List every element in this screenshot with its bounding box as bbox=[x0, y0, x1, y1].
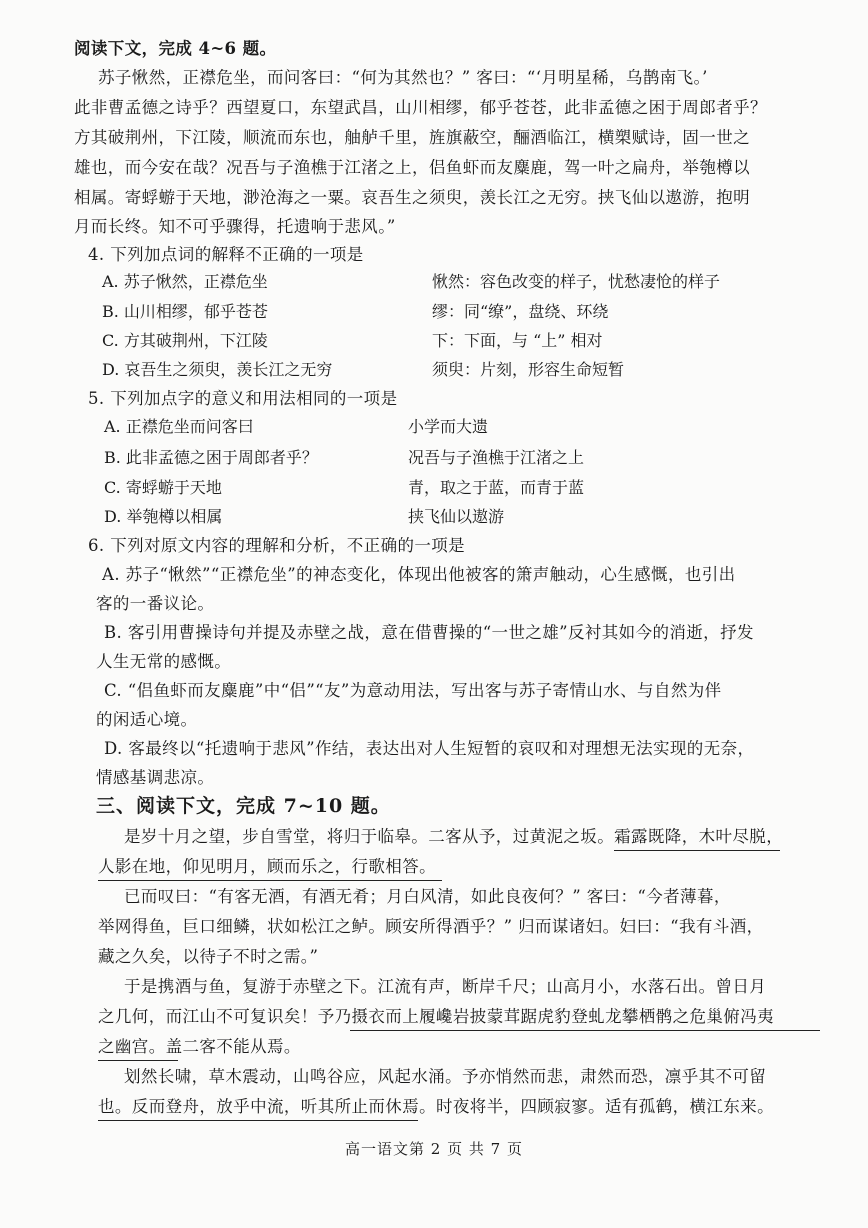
underline-mark bbox=[98, 880, 442, 881]
q5-option-d: D. 举匏樽以相属 bbox=[104, 507, 223, 526]
q4-option-b: B. 山川相缪，郁乎苍苍 bbox=[102, 302, 268, 321]
q4-option-d-gloss: 须臾：片刻，形容生命短暂 bbox=[432, 360, 625, 379]
q4-option-c-gloss: 下：下面，与 “上” 相对 bbox=[432, 331, 603, 350]
q5-option-a: A. 正襟危坐而问客曰 bbox=[104, 417, 254, 436]
page-footer: 高一语文第 2 页 共 7 页 bbox=[345, 1140, 523, 1158]
q6-option-b: B. 客引用曹操诗句并提及赤壁之战，意在借曹操的“一世之雄”反衬其如今的消逝，抒发 bbox=[104, 623, 754, 642]
q6-option-a-cont: 客的一番议论。 bbox=[96, 594, 215, 613]
section-3-line: 举网得鱼，巨口细鳞，状如松江之鲈。顾安所得酒乎？” 归而谋诸妇。妇曰：“我有斗酒， bbox=[98, 917, 764, 936]
passage-line: 此非曹孟德之诗乎？西望夏口，东望武昌，山川相缪，郁乎苍苍，此非孟德之困于周郎者乎？ bbox=[74, 98, 767, 117]
section-3-line: 是岁十月之望，步自雪堂，将归于临皋。二客从予，过黄泥之坂。霜露既降，木叶尽脱， bbox=[124, 827, 784, 846]
passage-line: 苏子愀然，正襟危坐，而问客曰：“何为其然也？” 客曰：“‘月明星稀，乌鹊南飞。’ bbox=[98, 68, 708, 87]
section-3-line: 之幽宫。盖二客不能从焉。 bbox=[98, 1037, 301, 1056]
q5-option-c-pair: 青，取之于蓝，而青于蓝 bbox=[408, 478, 585, 497]
section-3-line: 划然长啸，草木震动，山鸣谷应，风起水涌。予亦悄然而悲，肃然而恐，凛乎其不可留 bbox=[124, 1067, 767, 1086]
q5-option-b: B. 此非孟德之困于周郎者乎？ bbox=[104, 448, 318, 467]
passage-line: 相属。寄蜉蝣于天地，渺沧海之一粟。哀吾生之须臾，羡长江之无穷。挟飞仙以遨游，抱明 bbox=[74, 188, 750, 207]
q4-option-c: C. 方其破荆州，下江陵 bbox=[102, 331, 268, 350]
q6-option-c-cont: 的闲适心境。 bbox=[96, 710, 198, 729]
section-3-line: 藏之久矣，以待子不时之需。” bbox=[98, 947, 319, 966]
underline-mark bbox=[98, 1120, 418, 1121]
q6-option-d-cont: 情感基调悲凉。 bbox=[96, 768, 215, 787]
q6-option-c: C. “侣鱼虾而友麋鹿”中“侣”“友”为意动用法，写出客与苏子寄情山水、与自然为伴 bbox=[104, 681, 722, 700]
question-6-stem: 6. 下列对原文内容的理解和分析，不正确的一项是 bbox=[88, 536, 466, 555]
q5-option-c: C. 寄蜉蝣于天地 bbox=[104, 478, 222, 497]
question-5-stem: 5. 下列加点字的意义和用法相同的一项是 bbox=[88, 389, 398, 408]
q5-option-a-pair: 小学而大遗 bbox=[408, 417, 489, 436]
q5-option-b-pair: 况吾与子渔樵于江渚之上 bbox=[408, 448, 585, 467]
section-3-line: 之几何，而江山不可复识矣！予乃摄衣而上履巉岩披蒙茸踞虎豹登虬龙攀栖鹘之危巢俯冯夷 bbox=[98, 1007, 774, 1026]
section-3-heading: 三、阅读下文，完成 7~10 题。 bbox=[96, 795, 391, 817]
underline-mark bbox=[614, 850, 780, 851]
q4-option-d: D. 哀吾生之须臾，羡长江之无穷 bbox=[102, 360, 333, 379]
q5-option-d-pair: 挟飞仙以遨游 bbox=[408, 507, 505, 526]
q6-option-d: D. 客最终以“托遗响于悲风”作结，表达出对人生短暂的哀叹和对理想无法实现的无奈， bbox=[104, 739, 755, 758]
underline-mark bbox=[350, 1030, 820, 1031]
section-3-line: 人影在地，仰见明月，顾而乐之，行歌相答。 bbox=[98, 857, 436, 876]
passage-heading: 阅读下文，完成 4~6 题。 bbox=[74, 39, 277, 58]
q4-option-b-gloss: 缪：同“缭”，盘绕、环绕 bbox=[432, 302, 609, 321]
q6-option-b-cont: 人生无常的感慨。 bbox=[96, 652, 232, 671]
section-3-line: 已而叹曰：“有客无酒，有酒无肴；月白风清，如此良夜何？” 客曰：“今者薄暮， bbox=[124, 887, 731, 906]
q4-option-a-gloss: 愀然：容色改变的样子，忧愁凄怆的样子 bbox=[432, 272, 721, 291]
passage-line: 方其破荆州，下江陵，顺流而东也，舳舻千里，旌旗蔽空，酾酒临江，横槊赋诗，固一世之 bbox=[74, 128, 750, 147]
question-4-stem: 4. 下列加点词的解释不正确的一项是 bbox=[88, 245, 364, 264]
passage-line: 雄也，而今安在哉？况吾与子渔樵于江渚之上，侣鱼虾而友麋鹿，驾一叶之扁舟，举匏樽以 bbox=[74, 158, 750, 177]
q4-option-a: A. 苏子愀然，正襟危坐 bbox=[102, 272, 268, 291]
q6-option-a: A. 苏子“愀然”“正襟危坐”的神态变化，体现出他被客的箫声触动，心生感慨，也引出 bbox=[102, 565, 736, 584]
passage-line: 月而长终。知不可乎骤得，托遗响于悲风。” bbox=[74, 217, 396, 236]
underline-mark bbox=[98, 1060, 178, 1061]
section-3-line: 于是携酒与鱼，复游于赤壁之下。江流有声，断岸千尺；山高月小，水落石出。曾日月 bbox=[124, 977, 767, 996]
section-3-line: 也。反而登舟，放乎中流，听其所止而休焉。时夜将半，四顾寂寥。适有孤鹤，横江东来。 bbox=[98, 1097, 774, 1116]
